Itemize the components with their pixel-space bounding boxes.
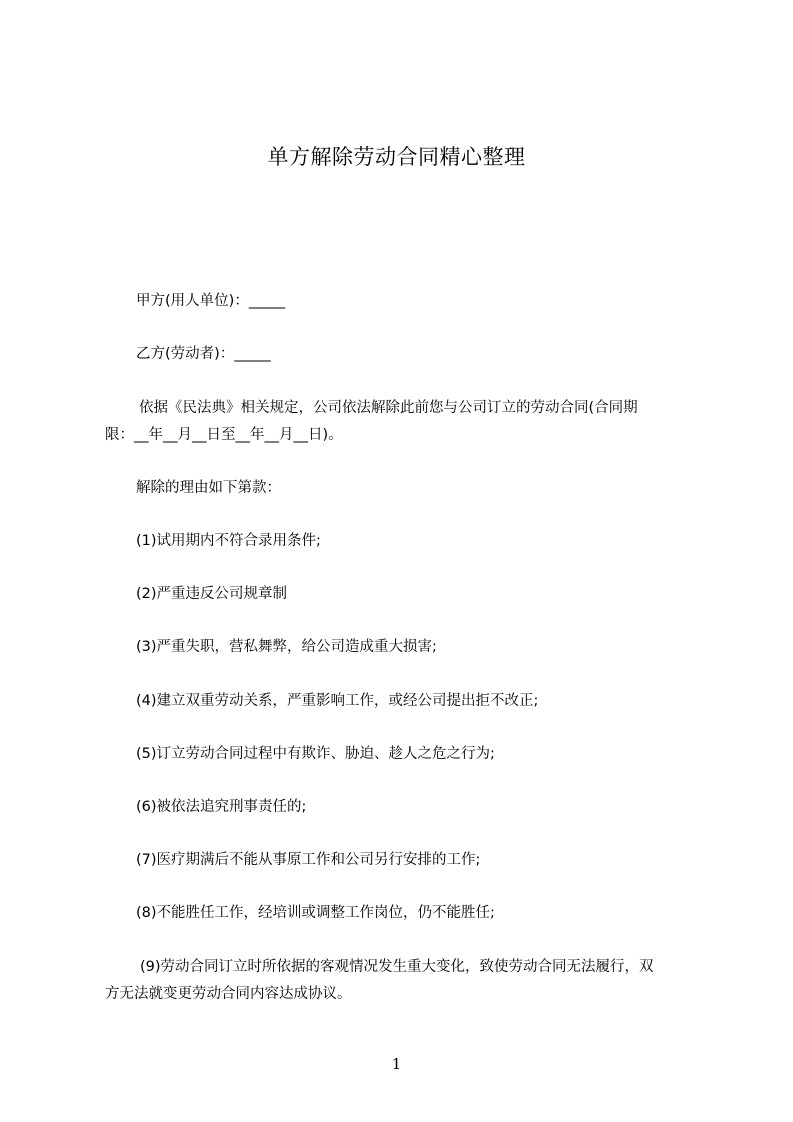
party-a-line: 甲方(用人单位)：_____ — [136, 293, 286, 309]
reason-9-line-2: 方无法就变更劳动合同内容达成协议。 — [105, 986, 352, 1002]
reason-item-1: (1)试用期内不符合录用条件; — [136, 533, 321, 549]
reason-item-6: (6)被依法追究刑事责任的; — [136, 799, 307, 815]
reason-item-5: (5)订立劳动合同过程中有欺诈、胁迫、趁人之危之行为; — [136, 746, 495, 762]
party-b-line: 乙方(劳动者)：_____ — [136, 346, 271, 362]
document-title: 单方解除劳动合同精心整理 — [267, 145, 526, 169]
basis-line-2: 限：__年__月__日至__年__月__日)。 — [105, 427, 343, 443]
reason-item-9 — [105, 954, 705, 1008]
reason-item-3: (3)严重失职，营私舞弊，给公司造成重大损害; — [136, 639, 437, 655]
reasons-intro: 解除的理由如下第款： — [136, 480, 281, 496]
basis-paragraph — [105, 395, 705, 449]
reason-item-2: (2)严重违反公司规章制 — [136, 586, 288, 602]
page-number: 1 — [391, 1055, 402, 1073]
basis-line-1: 依据《民法典》相关规定，公司依法解除此前您与公司订立的劳动合同(合同期 — [139, 400, 638, 416]
reason-item-8: (8)不能胜任工作，经培训或调整工作岗位，仍不能胜任; — [136, 905, 495, 921]
reason-9-line-1: (9)劳动合同订立时所依据的客观情况发生重大变化，致使劳动合同无法履行，双 — [140, 959, 654, 975]
reason-item-7: (7)医疗期满后不能从事原工作和公司另行安排的工作; — [136, 852, 481, 868]
reason-item-4: (4)建立双重劳动关系，严重影响工作，或经公司提出拒不改正; — [136, 693, 539, 709]
